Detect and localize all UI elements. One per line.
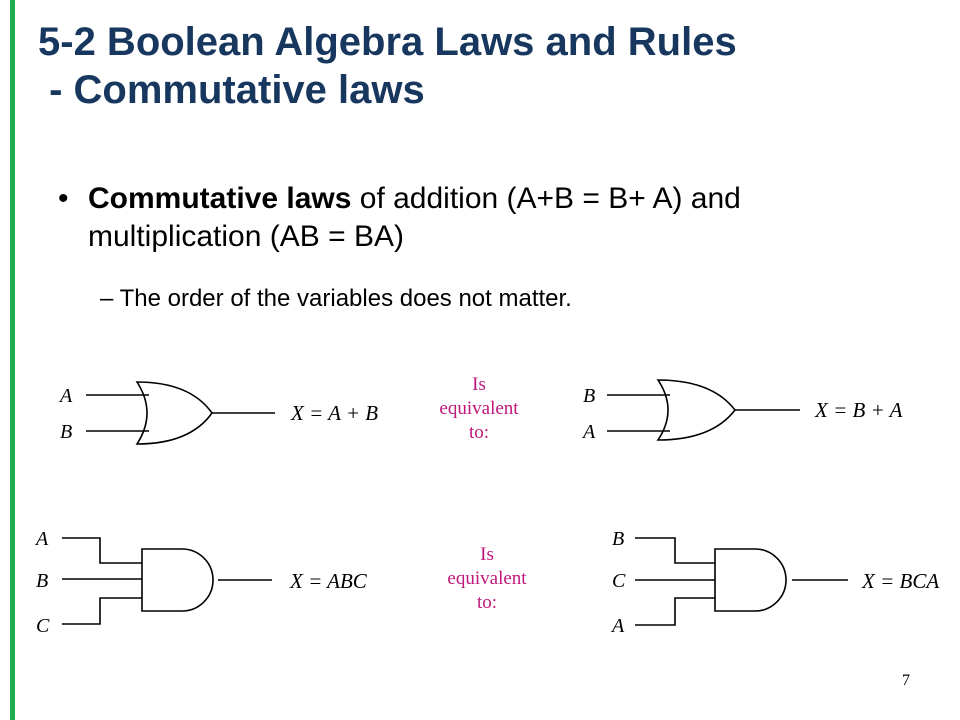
- bullet-text: [88, 180, 908, 256]
- and-gate-left: [62, 538, 272, 624]
- sub-bullet: [100, 284, 572, 314]
- or-gate-left-body: [137, 382, 212, 444]
- or-left-input-1: A: [60, 385, 73, 407]
- or-right-input-2: A: [583, 421, 596, 443]
- equivalent-bottom-line-3: to:: [476, 592, 498, 613]
- and-left-output: X = ABC: [290, 569, 367, 593]
- or-gate-left: [86, 382, 275, 444]
- or-left-input-2: B: [60, 421, 73, 443]
- and-right-input-3: A: [612, 615, 625, 637]
- and-gate-right: [635, 538, 848, 625]
- sub-bullet-text: The order of the variables does not matter.: [119, 285, 572, 312]
- or-gate-right: [607, 380, 800, 440]
- page-number: 7: [902, 672, 910, 689]
- or-gate-right-wires: [607, 395, 800, 431]
- and-right-input-2: C: [612, 570, 626, 592]
- or-gate-left-wires: [86, 395, 275, 431]
- or-right-input-1: B: [583, 385, 596, 407]
- bullet-marker: •: [58, 182, 69, 215]
- equivalent-top-line-1: Is: [472, 374, 486, 395]
- and-gate-right-wires: [635, 538, 848, 625]
- and-gate-right-body: [715, 549, 786, 611]
- equivalent-label-top: [424, 373, 534, 445]
- or-left-output: X = A + B: [291, 401, 379, 425]
- equivalent-label-bottom: [432, 543, 542, 615]
- title-line-2: - Commutative laws: [38, 68, 425, 112]
- and-gate-left-body: [142, 549, 213, 611]
- equivalent-top-line-2: equivalent: [439, 398, 519, 419]
- slide-title: [38, 18, 737, 114]
- title-line-1: 5-2 Boolean Algebra Laws and Rules: [38, 20, 737, 64]
- or-right-output: X = B + A: [815, 398, 903, 422]
- and-left-input-3: C: [36, 615, 50, 637]
- sub-bullet-marker: –: [100, 285, 114, 312]
- bullet-rest-text: of addition (A+B = B+ A) and multiplication (AB = BA): [88, 182, 741, 253]
- and-right-input-1: B: [612, 528, 625, 550]
- bullet-bold-term: Commutative laws: [88, 182, 352, 215]
- and-left-input-1: A: [36, 528, 49, 550]
- and-left-input-2: B: [36, 570, 49, 592]
- equivalent-top-line-3: to:: [468, 422, 490, 443]
- equivalent-bottom-line-2: equivalent: [447, 568, 527, 589]
- equivalent-bottom-line-1: Is: [480, 544, 494, 565]
- and-right-output: X = BCA: [862, 569, 940, 593]
